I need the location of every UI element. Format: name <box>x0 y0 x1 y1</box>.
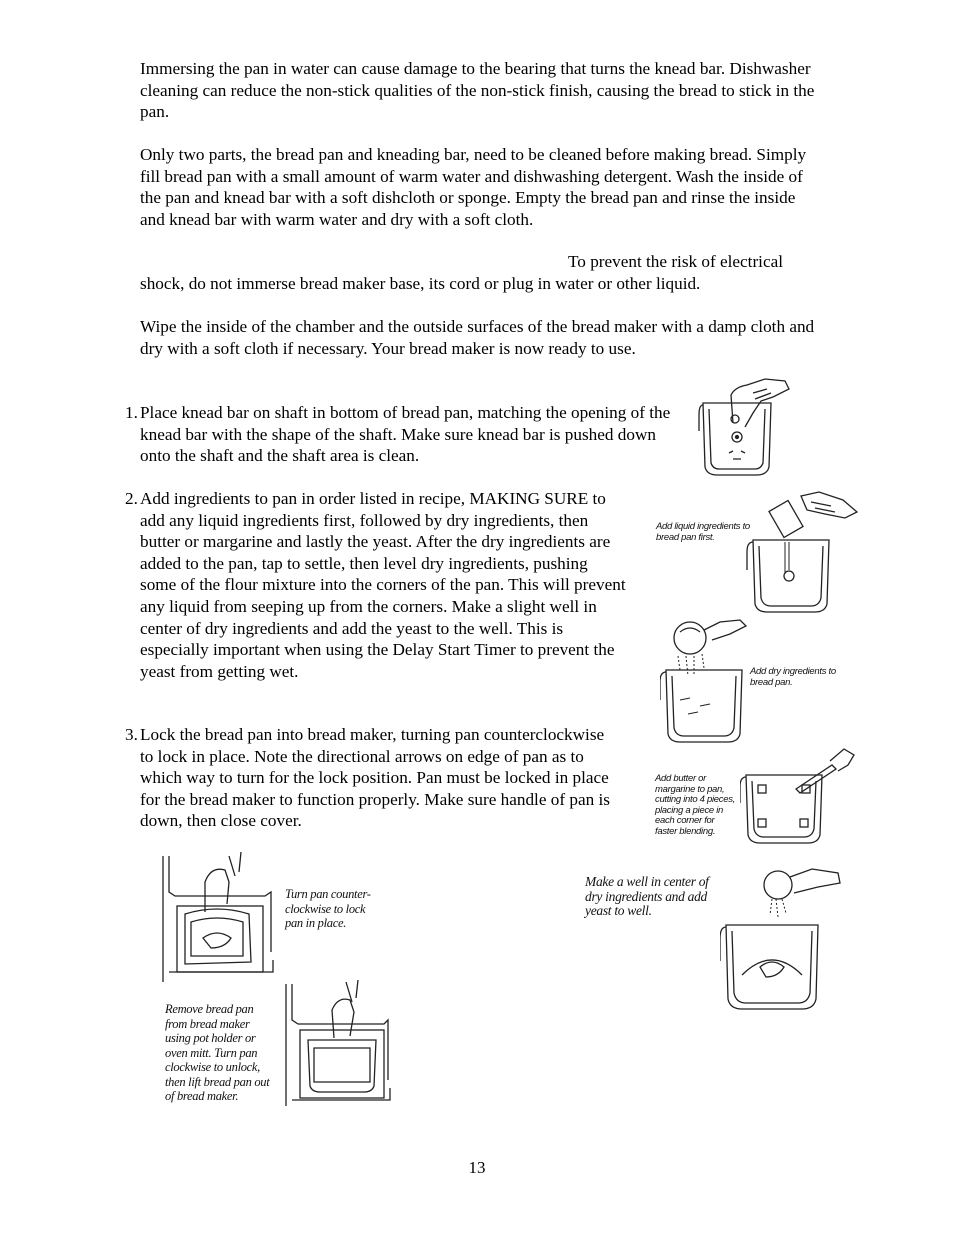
step-1 <box>125 402 675 467</box>
step-text: Add ingredients to pan in order listed in recipe, MAKING SURE to add any liquid ingredients first, followed by dry ingredients, then butter or margarine and lastly the yeast. After the dry ingredients are added to the pan, tap to settle, then level dry ingredients, pushing some of the flour mixture into the corners of the pan. This will prevent any liquid from seeping up from the corners. Make a slight well in center of dry ingredients and add the yeast to the well. This is especially important when using the Delay Start Timer to prevent the yeast from getting wet. <box>140 489 626 681</box>
paragraph-immersion-warning: Immersing the pan in water can cause damage to the bearing that turns the knead bar. Dishwasher cleaning can reduce the non-stick qualities of the non-stick finish, causing the bread to stick in the pan. <box>140 59 815 122</box>
step-number: 3. <box>125 725 138 744</box>
caption-make-well: Make a well in center of dry ingredients and add yeast to well. <box>585 874 709 918</box>
step-text: Place knead bar on shaft in bottom of bread pan, matching the opening of the knead bar with the shape of the shaft. Make sure knead bar is pushed down onto the shaft and the shaft area is clean. <box>140 403 671 466</box>
step-number: 1. <box>125 403 138 422</box>
liquid-ingredients-illustration <box>745 490 863 620</box>
caption-dry-ingredients: Add dry ingredients to bread pan. <box>750 666 836 688</box>
caption-remove-pan: Remove bread pan from bread maker using pot holder or oven mitt. Turn pan clockwise to unlock, then lift bread pan out of bread maker. <box>165 1002 270 1103</box>
shock-warning-line2: shock, do not immerse bread maker base, its cord or plug in water or other liquid. <box>140 273 701 293</box>
shock-warning-line1: To prevent the risk of electrical <box>568 252 783 271</box>
caption-turn-pan: Turn pan counter- clockwise to lock pan in place. <box>285 887 371 930</box>
step-text: Lock the bread pan into bread maker, turning pan counterclockwise to lock in place. Note the directional arrows on edge of pan as to which way to turn for the lock position. Pan must be locked in place for the bread maker to function properly. Make sure handle of pan is down, then close cover. <box>140 725 610 831</box>
caption-butter: Add butter or margarine to pan, cutting into 4 pieces, placing a piece in each corner for faster blending. <box>655 773 736 837</box>
butter-illustration <box>740 745 860 850</box>
caption-liquid-ingredients: Add liquid ingredients to bread pan first. <box>656 521 750 543</box>
knead-bar-illustration <box>695 375 795 480</box>
paragraph-shock-warning <box>140 251 820 294</box>
step-number: 2. <box>125 489 138 508</box>
make-well-illustration <box>720 865 850 1020</box>
step-2 <box>125 488 627 682</box>
paragraph-wipe-chamber: Wipe the inside of the chamber and the outside surfaces of the bread maker with a damp cloth and dry with a soft cloth if necessary. Your bread maker is now ready to use. <box>140 317 815 358</box>
dry-ingredients-illustration <box>660 610 760 750</box>
step-3 <box>125 724 613 832</box>
turn-pan-lock-illustration <box>155 852 280 987</box>
page-number: 13 <box>468 1158 486 1177</box>
remove-pan-illustration <box>280 980 395 1110</box>
paragraph-cleaning-parts: Only two parts, the bread pan and kneading bar, need to be cleaned before making bread. Simply fill bread pan with a small amount of warm water and dishwashing detergent. Wash the inside of the pan and knead bar with a soft dishcloth or sponge. Empty the bread pan and rinse the inside and knead bar with warm water and dry with a soft cloth. <box>140 145 807 229</box>
